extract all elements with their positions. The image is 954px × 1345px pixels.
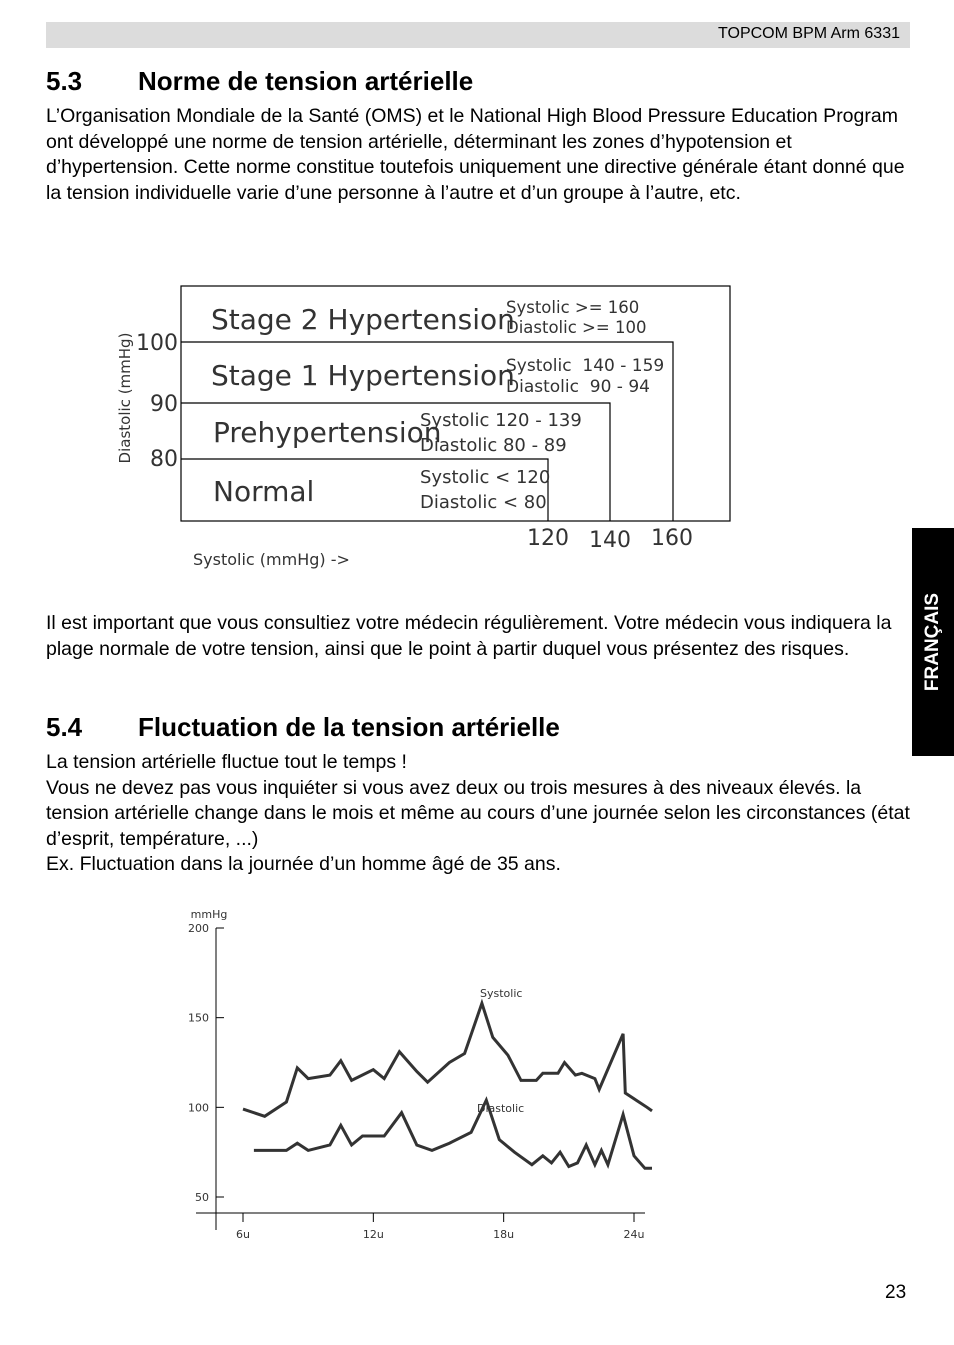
intro-paragraph: L’Organisation Mondiale de la Santé (OMS) et le National High Blood Pressure Education Program ont développé une norme de tension artérielle, déterminant les zones d’hypotension et d’hypertension. Cette norme constitue toutefois uniquement une directive générale étant donné que la tension individuelle varie d’une personne à l’autre et d’un groupe à l’autre, etc. — [46, 105, 905, 204]
zone-systolic-normal: Systolic < 120 — [420, 467, 551, 488]
zone-label-normal: Normal — [213, 475, 315, 508]
x-tick-140: 140 — [589, 528, 631, 553]
y-tick-80: 80 — [150, 447, 178, 472]
series-line-systolic — [243, 1003, 652, 1116]
y-tick-label: 200 — [188, 922, 209, 935]
zone-label-prehypertension: Prehypertension — [213, 416, 442, 449]
x-tick-120: 120 — [527, 526, 569, 551]
x-tick-label: 24u — [623, 1228, 645, 1241]
x-tick-160: 160 — [651, 526, 693, 551]
fluctuation-line-2: Vous ne devez pas vous inquiéter si vous avez deux ou trois mesures à des niveaux élevés. la tension artérielle change dans le mois et même au cours d’une journée selon les circonstances (état d’esprit, température, ...) — [46, 776, 910, 850]
x-tick-label: 12u — [362, 1228, 384, 1241]
y-tick-100: 100 — [136, 331, 178, 356]
document-header-title: TOPCOM BPM Arm 6331 — [718, 25, 900, 42]
advice-paragraph: Il est important que vous consultiez votre médecin régulièrement. Votre médecin vous indiquera la plage normale de votre tension, ainsi que le point à partir duquel vous présentez des risques. — [46, 612, 892, 660]
zone-systolic-stage1: Systolic 140 - 159 — [506, 356, 665, 376]
y-tick-90: 90 — [150, 392, 178, 417]
zone-label-stage2: Stage 2 Hypertension — [211, 303, 515, 336]
x-tick-label: 6u — [236, 1228, 250, 1241]
zone-label-stage1: Stage 1 Hypertension — [211, 359, 515, 392]
series-line-diastolic — [254, 1100, 652, 1168]
zone-systolic-stage2: Systolic >= 160 — [506, 298, 640, 317]
page-number: 23 — [885, 1282, 907, 1303]
y-tick-label: 100 — [188, 1101, 209, 1115]
zone-diastolic-normal: Diastolic < 80 — [420, 492, 547, 513]
section-title: Fluctuation de la tension artérielle — [138, 712, 560, 742]
y-axis-unit-label: mmHg — [190, 908, 228, 921]
series-label-systolic: Systolic — [480, 987, 523, 1000]
fluctuation-line-3: Ex. Fluctuation dans la journée d’un homme âgé de 35 ans. — [46, 853, 561, 876]
y-axis-label: Diastolic (mmHg) — [116, 332, 134, 464]
y-tick-label: 150 — [188, 1011, 209, 1025]
y-tick-label: 50 — [195, 1191, 209, 1204]
series-label-diastolic: Diastolic — [477, 1102, 525, 1115]
x-tick-label: 18u — [493, 1228, 515, 1241]
section-title: Norme de tension artérielle — [138, 66, 474, 96]
zone-systolic-prehypertension: Systolic 120 - 139 — [420, 410, 582, 431]
x-axis-label: Systolic (mmHg) -> — [193, 550, 350, 569]
section-number: 5.3 — [46, 66, 83, 96]
zone-diastolic-stage1: Diastolic 90 - 94 — [506, 377, 650, 397]
zone-diastolic-stage2: Diastolic >= 100 — [506, 318, 647, 337]
section-number: 5.4 — [46, 712, 83, 742]
language-side-tab — [912, 528, 954, 756]
language-label: FRANÇAIS — [922, 592, 943, 692]
fluctuation-line-1: La tension artérielle fluctue tout le temps ! — [46, 751, 407, 773]
zone-diastolic-prehypertension: Diastolic 80 - 89 — [420, 435, 567, 456]
